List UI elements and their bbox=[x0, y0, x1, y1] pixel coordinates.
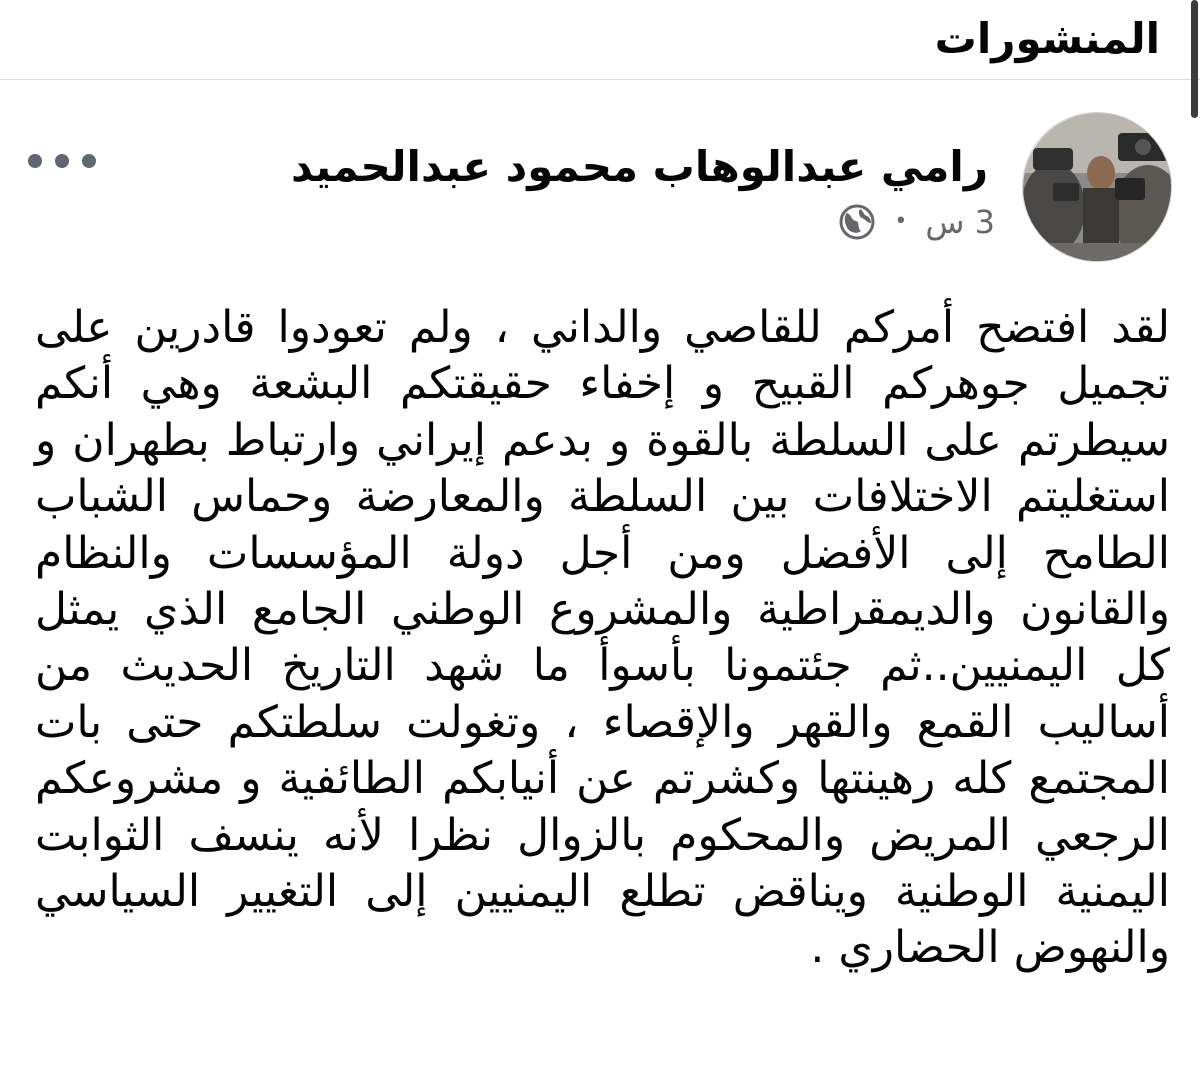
scrollbar-thumb[interactable] bbox=[1191, 0, 1198, 118]
posts-section-header bbox=[0, 0, 1200, 80]
post-text: لقد افتضح أمركم للقاصي والداني ، ولم تعودوا قادرين على تجميل جوهركم القبيح و إخفاء حقيقتكم البشعة وهي أنكم سيطرتم على السلطة بالقوة و بدعم إيراني وارتباط بطهران و استغليتم الاختلافات بين السلطة والمعارضة وحماس الشباب الطامح إلى الأفضل ومن أجل دولة المؤسسات والنظام والقانون والديمقراطية والمشروع الوطني الجامع الذي يمثل كل اليمنيين..ثم جئتمونا بأسوأ ما شهد التاريخ الحديث من أساليب القمع والقهر والإقصاء ، وتغولت سلطتكم حتى بات المجتمع كله رهينتها وكشرتم عن أنيابكم الطائفية و مشروعكم الرجعي المريض والمحكوم بالزوال نظرا لأنه ينسف الثوابت اليمنية الوطنية ويناقض تطلع اليمنيين إلى التغيير السياسي والنهوض الحضاري . bbox=[35, 302, 1170, 974]
more-options-button[interactable] bbox=[28, 148, 96, 174]
author-name[interactable]: رامي عبدالوهاب محمود عبدالحميد bbox=[290, 142, 988, 191]
avatar[interactable] bbox=[1022, 112, 1172, 262]
meta-separator: • bbox=[894, 209, 908, 234]
post-header bbox=[0, 112, 1200, 272]
post-timestamp[interactable]: 3 س bbox=[925, 203, 995, 241]
more-horizontal-icon bbox=[28, 154, 42, 168]
globe-icon[interactable] bbox=[838, 203, 876, 241]
more-horizontal-icon bbox=[82, 154, 96, 168]
avatar-photo bbox=[1023, 113, 1172, 262]
section-title: المنشورات bbox=[934, 14, 1160, 63]
post-meta bbox=[838, 200, 995, 244]
more-horizontal-icon bbox=[55, 154, 69, 168]
